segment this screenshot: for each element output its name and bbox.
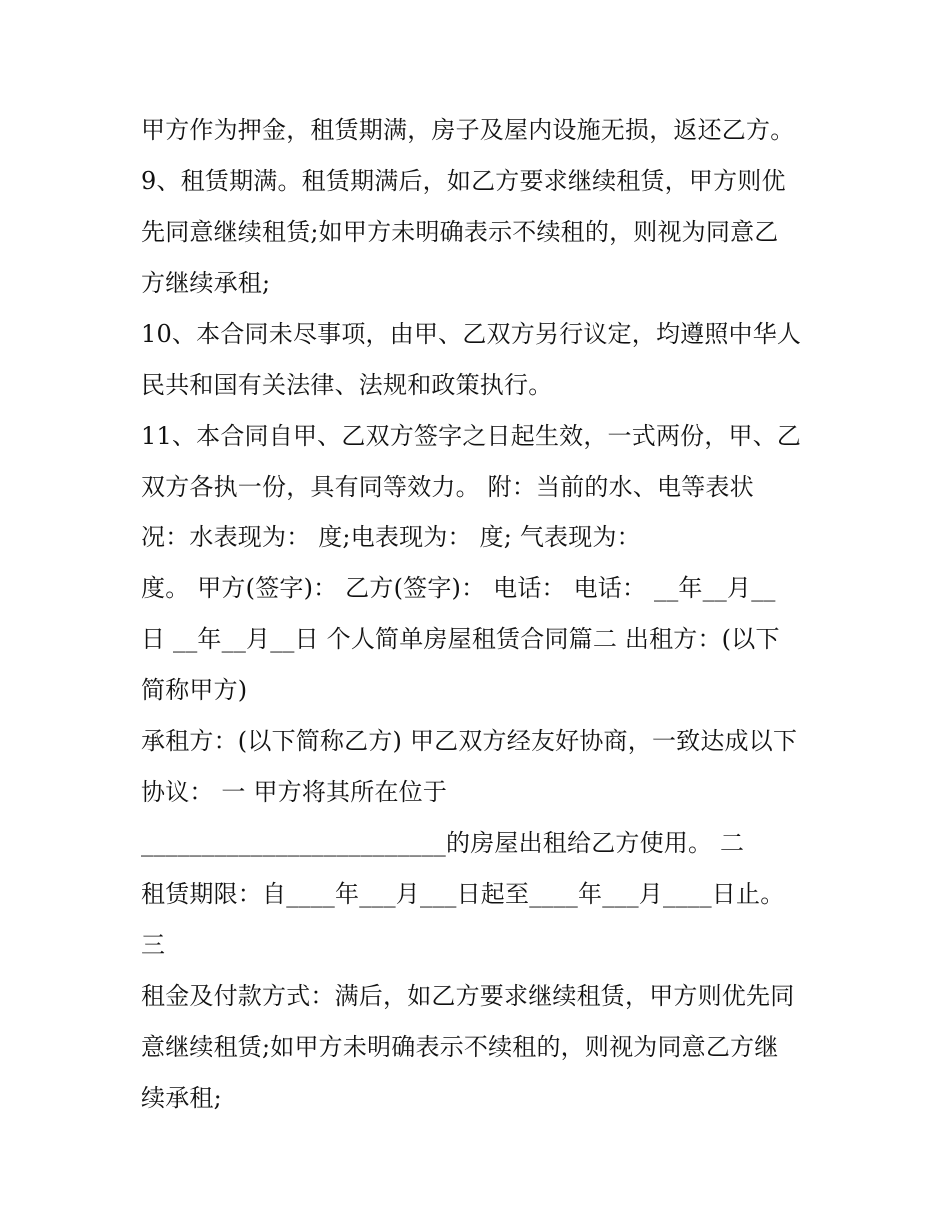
text-line: 续承租; bbox=[141, 1084, 222, 1112]
text-line: 简称甲方) bbox=[141, 676, 248, 704]
text-line: 度。 甲方(签字)： 乙方(签字)： 电话： 电话： __年__月__ bbox=[141, 574, 776, 602]
text-line: 承租方：(以下简称乙方) 甲乙双方经友好协商，一致达成以下 bbox=[141, 727, 798, 755]
text-line: 意继续租赁;如甲方未明确表示不续租的，则视为同意乙方继 bbox=[141, 1033, 779, 1061]
text-line: 甲方作为押金，租赁期满，房子及屋内设施无损，返还乙方。 bbox=[141, 116, 795, 144]
text-line: 方继续承租; bbox=[141, 269, 271, 297]
text-line: 9、租赁期满。租赁期满后，如乙方要求继续租赁，甲方则优 bbox=[141, 167, 786, 195]
text-line: 11、本合同自甲、乙双方签字之日起生效，一式两份，甲、乙 bbox=[141, 422, 802, 450]
text-line: 先同意继续租赁;如甲方未明确表示不续租的，则视为同意乙 bbox=[141, 218, 779, 246]
text-line: 协议： 一 甲方将其所在位于 bbox=[141, 778, 448, 806]
text-line: 租金及付款方式：满后，如乙方要求继续租赁，甲方则优先同 bbox=[141, 982, 795, 1010]
text-line: 双方各执一份，具有同等效力。 附：当前的水、电等表状 bbox=[141, 473, 754, 501]
text-line: 三 bbox=[141, 931, 166, 959]
text-line: 10、本合同未尽事项，由甲、乙双方另行议定，均遵照中华人 bbox=[141, 320, 802, 348]
text-line: 民共和国有关法律、法规和政策执行。 bbox=[141, 371, 553, 399]
text-line: _________________________的房屋出租给乙方使用。 二 bbox=[141, 829, 745, 857]
text-line: 况：水表现为： 度;电表现为： 度; 气表现为： bbox=[141, 523, 641, 551]
text-line: 租赁期限：自____年___月___日起至____年___月____日止。 bbox=[141, 880, 785, 908]
text-line: 日 __年__月__日 个人简单房屋租赁合同篇二 出租方：(以下 bbox=[141, 625, 780, 653]
